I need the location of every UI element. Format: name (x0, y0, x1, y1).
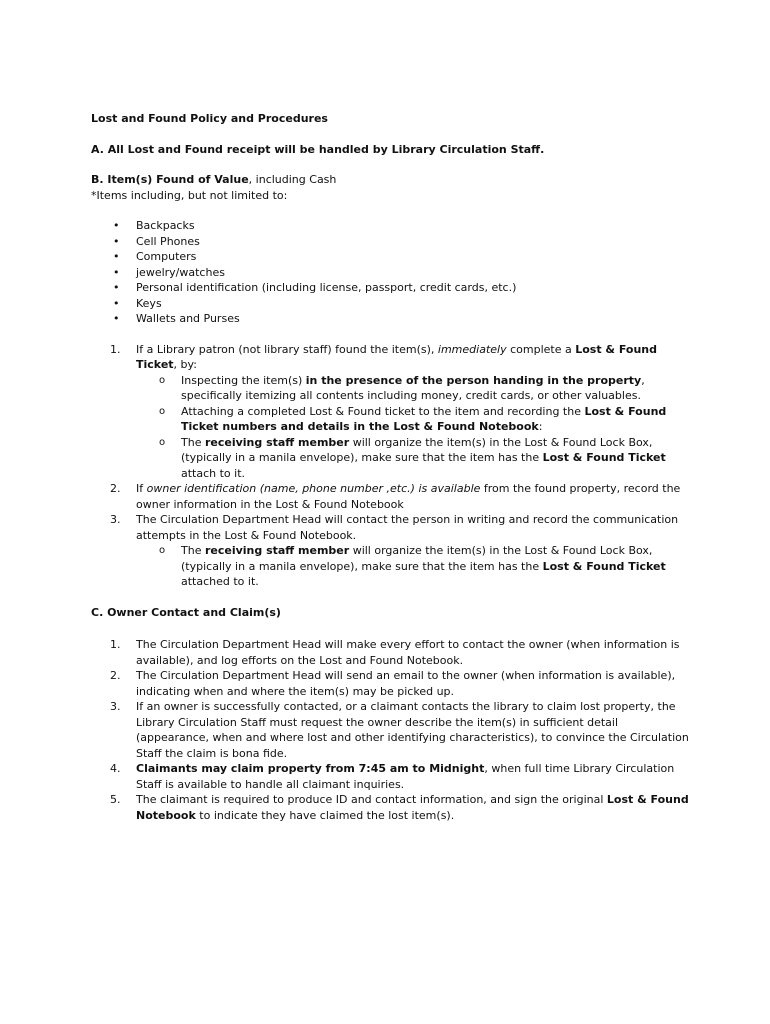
section-b-subline: *Items including, but not limited to: (91, 188, 288, 202)
list-item: 2. If owner identification (name, phone number ,etc.) is available from the found property, record the owner information in the Lost & Found Notebook (110, 482, 681, 511)
list-number: 3. (110, 513, 121, 526)
list-item: 3. If an owner is successfully contacted, or a claimant contacts the library to claim lost property, the Library Circulation Staff must request the owner describe the item(s) in sufficient detail (appearance, when and where lost and other identifying characteristics), to convince the Circulation Staff the claim is bona fide. (110, 700, 689, 760)
bullet-item: • Computers (91, 249, 691, 265)
items-bullet-list (91, 218, 691, 327)
list-number: 2. (110, 482, 121, 495)
list-number: 1. (110, 638, 121, 651)
section-c-steps (91, 637, 691, 823)
document-page (91, 111, 691, 823)
list-item: 5. The claimant is required to produce ID and contact information, and sign the original Lost & Found Notebook to indicate they have claimed the lost item(s). (110, 793, 689, 822)
section-a-heading: A. All Lost and Found receipt will be handled by Library Circulation Staff. (91, 142, 545, 156)
sub-list (136, 543, 691, 590)
list-item: 1. If a Library patron (not library staff) found the item(s), immediately complete a Lost & Found Ticket, by: o Inspecting the item(s) in the presence of the person handing in the property, specifically itemizing all contents including money, credit cards, or other valuables. o Attaching a completed Lost & Found ticket to the item and recording the Lost & Found Ticket numbers and details in the Lost & Found Notebook: o The receiving staff member will organize the item(s) in the Lost & Found Lock Box, (typically in a manila envelope), make sure that the item has the Lost & Found Ticket attach to it. (91, 342, 691, 482)
list-item: 3. The Circulation Department Head will contact the person in writing and record the communication attempts in the Lost & Found Notebook. o The receiving staff member will organize the item(s) in the Lost & Found Lock Box, (typically in a manila envelope), make sure that the item has the Lost & Found Ticket attached to it. (91, 512, 691, 590)
bullet-item: • Cell Phones (91, 234, 691, 250)
bullet-item: • Wallets and Purses (91, 311, 691, 327)
list-number: 3. (110, 700, 121, 713)
list-number: 5. (110, 793, 121, 806)
list-number: 4. (110, 762, 121, 775)
bullet-item: • jewelry/watches (91, 265, 691, 281)
sub-list-item: o The receiving staff member will organize the item(s) in the Lost & Found Lock Box, (typically in a manila envelope), make sure that the item has the Lost & Found Ticket attach to it. (136, 435, 691, 482)
list-number: 1. (110, 342, 121, 356)
section-b-heading: B. Item(s) Found of Value, including Cash (91, 173, 337, 186)
sub-list (136, 373, 691, 482)
sub-list-item: o Inspecting the item(s) in the presence of the person handing in the property, specifically itemizing all contents including money, credit cards, or other valuables. (136, 373, 691, 404)
section-c-heading: C. Owner Contact and Claim(s) (91, 605, 281, 619)
list-number: 2. (110, 669, 121, 682)
document-title: Lost and Found Policy and Procedures (91, 112, 328, 125)
section-b (91, 172, 691, 590)
list-item: 1. The Circulation Department Head will make every effort to contact the owner (when information is available), and log efforts on the Lost and Found Notebook. (110, 638, 680, 667)
sub-list-item: o Attaching a completed Lost & Found ticket to the item and recording the Lost & Found Ticket numbers and details in the Lost & Found Notebook: (136, 404, 691, 435)
section-b-steps (91, 342, 691, 590)
bullet-item: • Backpacks (91, 218, 691, 234)
bullet-item: • Keys (91, 296, 691, 312)
list-item: 4. Claimants may claim property from 7:45 am to Midnight, when full time Library Circulation Staff is available to handle all claimant inquiries. (110, 762, 675, 791)
bullet-item: • Personal identification (including license, passport, credit cards, etc.) (91, 280, 691, 296)
list-item: 2. The Circulation Department Head will send an email to the owner (when information is available), indicating when and where the item(s) may be picked up. (110, 669, 676, 698)
sub-list-item: o The receiving staff member will organize the item(s) in the Lost & Found Lock Box, (typically in a manila envelope), make sure that the item has the Lost & Found Ticket attached to it. (136, 543, 691, 590)
